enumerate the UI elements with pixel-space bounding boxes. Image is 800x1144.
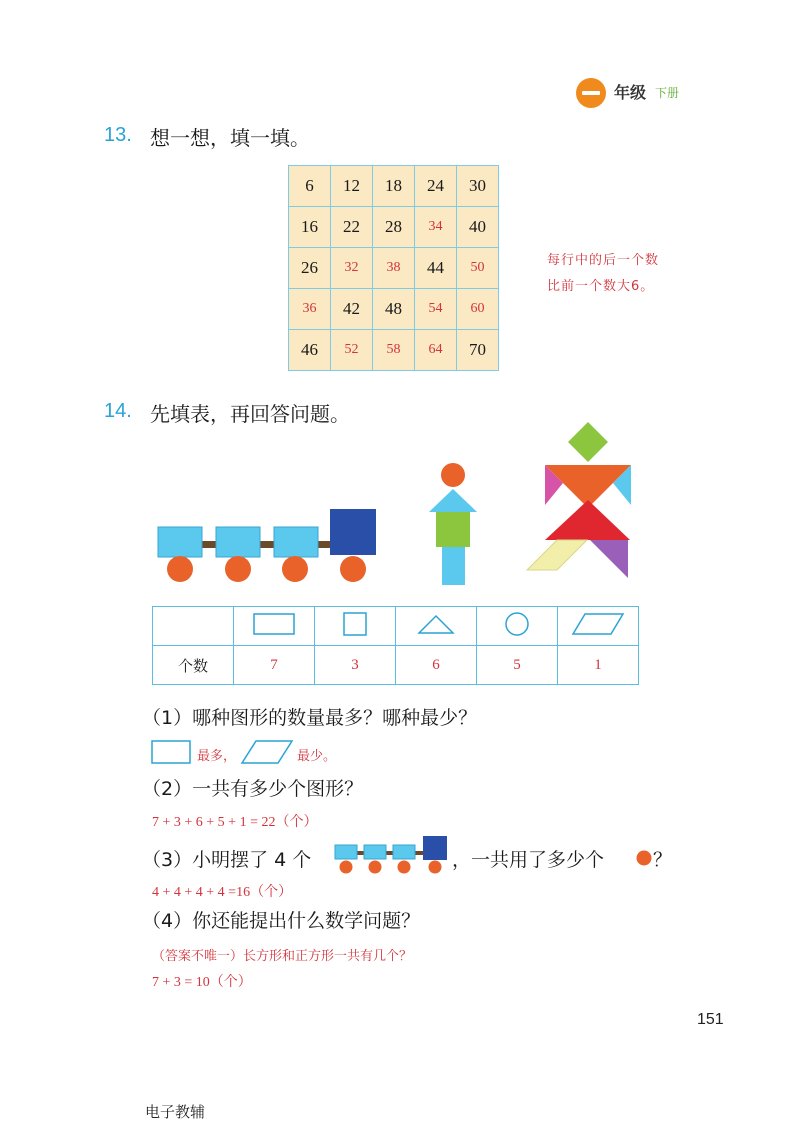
- small-train-icon: [333, 834, 451, 876]
- count-square: 3: [315, 646, 396, 685]
- stick-figure: [425, 462, 485, 587]
- tangram-leg-parallelogram: [527, 540, 587, 570]
- grid-answer-cell: 50: [457, 248, 499, 289]
- grid-row: [289, 330, 499, 371]
- grid-cell: 30: [457, 166, 499, 207]
- train-figure: [150, 500, 390, 590]
- grid-cell: 46: [289, 330, 331, 371]
- train-wheel-circle: [282, 556, 308, 582]
- tangram-skirt-triangle: [545, 500, 630, 540]
- train-engine-square: [330, 509, 376, 555]
- question-13-number: 13.: [104, 124, 132, 146]
- volume-label: 下册: [655, 86, 680, 100]
- grid-row: [289, 207, 499, 248]
- tangram-head-square: [568, 422, 608, 462]
- subquestion-3-part-c: ？: [653, 849, 673, 871]
- parallelogram-icon: [571, 611, 625, 637]
- question-14-title: 先填表，再回答问题。: [150, 402, 350, 426]
- train-wheel-circle: [225, 556, 251, 582]
- answer-most-text: 最多，: [197, 749, 237, 764]
- answer-parallelogram-icon: [240, 738, 296, 766]
- count-circle: 5: [477, 646, 558, 685]
- shape-count-table: [152, 606, 639, 685]
- table-row-label: 个数: [153, 646, 234, 685]
- figure-roof-triangle: [429, 489, 477, 512]
- table-header-square: [315, 607, 396, 646]
- grid-answer-cell: 36: [289, 289, 331, 330]
- figure-body-square: [436, 512, 470, 547]
- answer-4: 7 + 3 = 10（个）: [152, 975, 252, 990]
- page-number: 151: [697, 1011, 724, 1028]
- grid-answer-cell: 58: [373, 330, 415, 371]
- grid-cell: 6: [289, 166, 331, 207]
- grid-cell: 70: [457, 330, 499, 371]
- grid-cell: 40: [457, 207, 499, 248]
- grid-row: [289, 166, 499, 207]
- footer-text: 电子教辅: [145, 1103, 206, 1121]
- square-icon: [342, 611, 368, 637]
- grid-cell: 24: [415, 166, 457, 207]
- count-triangle: 6: [396, 646, 477, 685]
- grid-answer-cell: 64: [415, 330, 457, 371]
- question-13-title: 想一想，填一填。: [150, 126, 310, 150]
- answer-2: 7 + 3 + 6 + 5 + 1 = 22（个）: [152, 815, 318, 830]
- grid-note-line1: 每行中的后一个数: [547, 253, 660, 268]
- table-header-parallelogram: [558, 607, 639, 646]
- table-header-circle: [477, 607, 558, 646]
- subquestion-3-part-a: （3）小明摆了 4 个: [142, 849, 312, 871]
- train-wheel-circle: [340, 556, 366, 582]
- grid-cell: 16: [289, 207, 331, 248]
- answer-3: 4 + 4 + 4 + 4 =16（个）: [152, 885, 293, 900]
- grid-cell: 18: [373, 166, 415, 207]
- table-corner-cell: [153, 607, 234, 646]
- grid-row: [289, 248, 499, 289]
- tangram-figure: [525, 420, 640, 580]
- orange-circle-icon: [635, 849, 653, 867]
- number-grid: [288, 165, 499, 371]
- subquestion-2: （2）一共有多少个图形？: [142, 778, 364, 800]
- grid-cell: 28: [373, 207, 415, 248]
- train-wheel-circle: [167, 556, 193, 582]
- subquestion-4: （4）你还能提出什么数学问题？: [142, 910, 421, 932]
- grid-cell: 26: [289, 248, 331, 289]
- grid-answer-cell: 34: [415, 207, 457, 248]
- grid-answer-cell: 32: [331, 248, 373, 289]
- grid-note-line2: 比前一个数大6。: [547, 279, 655, 294]
- grade-one-badge-icon: [576, 78, 606, 108]
- grid-answer-cell: 54: [415, 289, 457, 330]
- grid-cell: 44: [415, 248, 457, 289]
- grid-cell: 22: [331, 207, 373, 248]
- figure-leg-rectangle: [442, 547, 465, 585]
- train-car-rectangle: [274, 527, 318, 557]
- grid-answer-cell: 38: [373, 248, 415, 289]
- grid-cell: 12: [331, 166, 373, 207]
- grade-label: 年级: [614, 83, 647, 102]
- subquestion-1: （1）哪种图形的数量最多？哪种最少？: [142, 707, 478, 729]
- triangle-icon: [416, 612, 456, 636]
- grid-answer-cell: 52: [331, 330, 373, 371]
- grid-cell: 48: [373, 289, 415, 330]
- circle-icon: [503, 610, 531, 638]
- count-parallelogram: 1: [558, 646, 639, 685]
- train-car-rectangle: [158, 527, 202, 557]
- table-header-rectangle: [234, 607, 315, 646]
- grid-answer-cell: 60: [457, 289, 499, 330]
- figure-head-circle: [441, 463, 465, 487]
- table-header-triangle: [396, 607, 477, 646]
- tangram-leg-triangle: [590, 540, 628, 578]
- subquestion-3-part-b: ，一共用了多少个: [452, 849, 605, 871]
- answer-least-text: 最少。: [297, 749, 337, 764]
- grid-cell: 42: [331, 289, 373, 330]
- answer-4-question: （答案不唯一）长方形和正方形一共有几个？: [152, 949, 413, 964]
- answer-rectangle-icon: [150, 738, 194, 766]
- count-rectangle: 7: [234, 646, 315, 685]
- grid-row: [289, 289, 499, 330]
- question-14-number: 14.: [104, 400, 132, 422]
- rectangle-icon: [252, 611, 296, 637]
- train-car-rectangle: [216, 527, 260, 557]
